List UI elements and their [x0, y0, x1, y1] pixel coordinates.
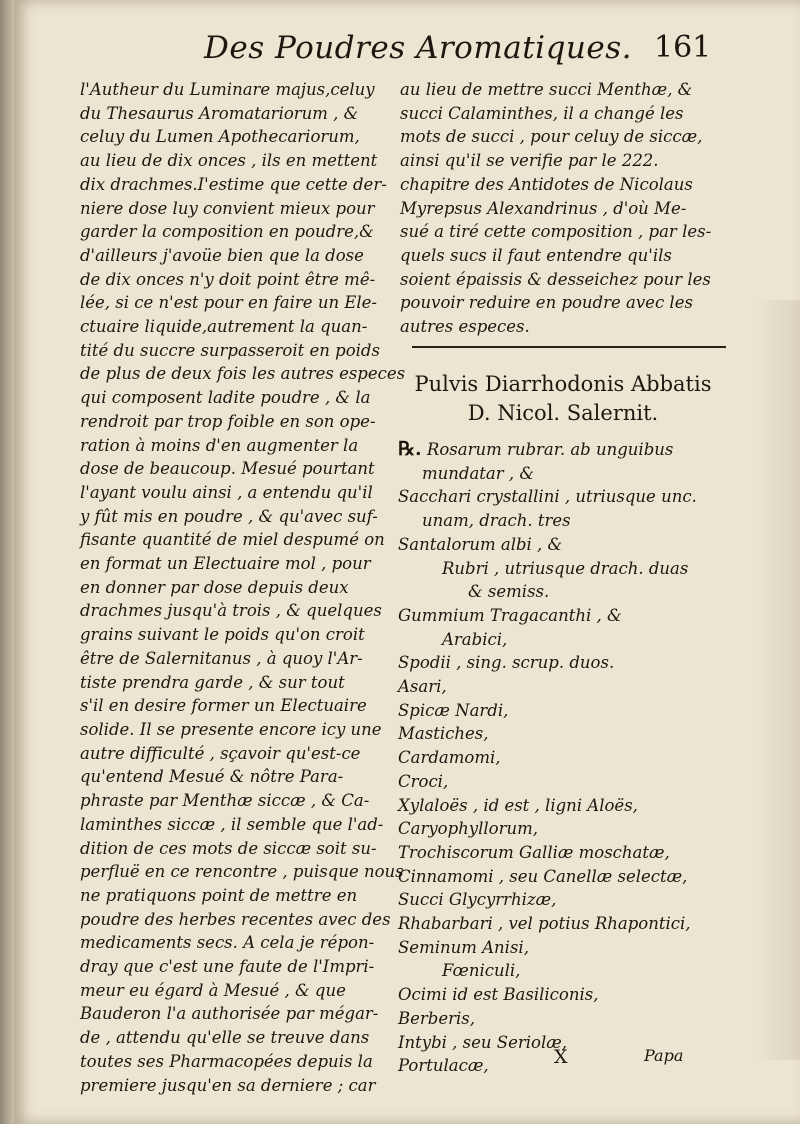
- text-line: Fœniculi,: [442, 961, 521, 981]
- text-line: qui composent ladite poudre , & la: [80, 388, 371, 408]
- text-line: être de Salernitanus , à quoy l'Ar-: [80, 648, 363, 668]
- text-line: Trochiscorum Galliæ moschatæ,: [398, 842, 670, 862]
- recipe-first-text: Rosarum rubrar. ab unguibus: [426, 440, 674, 459]
- text-line: en donner par dose depuis deux: [80, 577, 349, 597]
- text-line: drachmes jusqu'à trois , & quelques: [80, 601, 382, 621]
- show-through-shadow: [754, 300, 800, 1060]
- recipe-heading-line1: Pulvis Diarrhodonis Abbatis: [414, 372, 712, 396]
- text-line: de , attendu qu'elle se treuve dans: [80, 1028, 370, 1048]
- text-line: ration à moins d'en augmenter la: [80, 435, 359, 455]
- text-line: ctuaire liquide,autrement la quan-: [80, 317, 368, 337]
- text-line: toutes ses Pharmacopées depuis la: [80, 1051, 373, 1071]
- text-line: tité du succre surpasseroit en poids: [80, 340, 380, 360]
- text-line: succi Calaminthes, il a changé les: [400, 103, 684, 123]
- text-line: Cardamomi,: [398, 748, 501, 768]
- text-line: Cinnamomi , seu Canellæ selectæ,: [398, 866, 688, 886]
- text-line: sué a tiré cette composition , par les-: [400, 222, 712, 242]
- text-line: Arabici,: [442, 629, 508, 649]
- text-line: dix drachmes.I'estime que cette der-: [80, 174, 387, 194]
- text-line: de plus de deux fois les autres especes: [80, 364, 406, 384]
- section-rule: [412, 346, 726, 348]
- left-column: [80, 78, 420, 1097]
- text-line: Santalorum albi , &: [398, 534, 563, 554]
- text-line: lée, si ce n'est pour en faire un Ele-: [80, 293, 377, 313]
- text-line: phraste par Menthæ siccæ , & Ca-: [80, 791, 370, 811]
- text-line: Succi Glycyrrhizæ,: [398, 890, 557, 910]
- text-line: y fût mis en poudre , & qu'avec suf-: [80, 506, 378, 526]
- text-line: Caryophyllorum,: [398, 819, 539, 839]
- text-line: Myrepsus Alexandrinus , d'où Me-: [400, 198, 687, 218]
- text-line: autre difficulté , sçavoir qu'est-ce: [80, 743, 361, 763]
- text-line: premiere jusqu'en sa derniere ; car: [80, 1075, 376, 1095]
- running-title: Des Poudres Aromatiques.: [204, 30, 633, 66]
- recipe-heading: [398, 370, 728, 428]
- text-line: ne pratiquons point de mettre en: [80, 885, 358, 905]
- text-line: Gummium Tragacanthi , &: [398, 605, 622, 625]
- catchword: Papa: [644, 1046, 684, 1065]
- text-line: unam, drach. tres: [422, 511, 571, 531]
- text-line: Berberis,: [398, 1008, 475, 1028]
- text-line: s'il en desire former un Electuaire: [80, 696, 367, 716]
- text-line: au lieu de dix onces , ils en mettent: [80, 151, 378, 171]
- signature-mark: X: [554, 1046, 568, 1068]
- text-line: de dix onces n'y doit point être mê-: [80, 269, 376, 289]
- text-line: dray que c'est une faute de l'Impri-: [80, 957, 375, 977]
- text-line: l'Autheur du Luminare majus,celuy: [80, 80, 375, 99]
- text-line: Spicæ Nardi,: [398, 700, 509, 720]
- text-line: du Thesaurus Aromatariorum , &: [80, 103, 359, 123]
- text-line: Rubri , utriusque drach. duas: [442, 558, 689, 578]
- text-line: Sacchari crystallini , utriusque unc.: [398, 487, 697, 507]
- text-line: l'ayant voulu ainsi , a entendu qu'il: [80, 482, 373, 502]
- text-line: celuy du Lumen Apothecariorum,: [80, 127, 360, 147]
- text-line: quels sucs il faut entendre qu'ils: [400, 245, 672, 265]
- text-line: Seminum Anisi,: [398, 937, 529, 957]
- text-line: medicaments secs. A cela je répon-: [80, 933, 375, 953]
- text-line: solide. Il se presente encore icy une: [80, 719, 382, 739]
- text-line: Spodii , sing. scrup. duos.: [398, 653, 615, 673]
- text-line: laminthes siccæ , il semble que l'ad-: [80, 814, 384, 834]
- text-line: au lieu de mettre succi Menthæ, &: [400, 80, 693, 99]
- text-line: Xylaloës , id est , ligni Aloës,: [398, 795, 638, 815]
- text-line: d'ailleurs j'avoüe bien que la dose: [80, 245, 364, 265]
- recipe-ingredients: [398, 438, 728, 1078]
- text-line: garder la composition en poudre,&: [80, 222, 374, 242]
- text-line: Portulacæ,: [398, 1056, 489, 1076]
- text-line: dition de ces mots de siccæ soit su-: [80, 838, 377, 858]
- text-line: rendroit par trop foible en son ope-: [80, 411, 376, 431]
- text-line: meur eu égard à Mesué , & que: [80, 980, 346, 1000]
- text-line: grains suivant le poids qu'on croit: [80, 625, 365, 645]
- right-column: [400, 78, 730, 339]
- text-line: perfluë en ce rencontre , puisque nous: [80, 862, 404, 882]
- text-line: Bauderon l'a authorisée par mégar-: [80, 1004, 379, 1024]
- text-line: Croci,: [398, 771, 449, 791]
- text-line: soient épaissis & desseichez pour les: [400, 269, 711, 289]
- text-line: niere dose luy convient mieux pour: [80, 198, 375, 218]
- text-line: chapitre des Antidotes de Nicolaus: [400, 174, 693, 194]
- text-line: Intybi , seu Seriolæ,: [398, 1032, 567, 1052]
- page-number: 161: [654, 30, 712, 65]
- page-footer: [14, 1046, 800, 1070]
- text-line: en format un Electuaire mol , pour: [80, 554, 371, 574]
- recipe-first-line: [398, 438, 728, 462]
- text-line: autres especes.: [400, 317, 530, 337]
- text-line: Mastiches,: [398, 724, 489, 744]
- text-line: & semiss.: [468, 582, 550, 602]
- text-line: pouvoir reduire en poudre avec les: [400, 293, 693, 313]
- text-line: mundatar , &: [422, 463, 535, 483]
- book-page: [14, 0, 800, 1124]
- text-line: Ocimi id est Basiliconis,: [398, 985, 599, 1005]
- text-line: poudre des herbes recentes avec des: [80, 909, 391, 929]
- book-gutter: [0, 0, 14, 1124]
- page-header: [14, 30, 800, 70]
- text-line: ainsi qu'il se verifie par le 222.: [400, 151, 659, 171]
- text-line: Rhabarbari , vel potius Rhapontici,: [398, 914, 691, 934]
- recipe-symbol: ℞.: [398, 438, 422, 460]
- text-line: tiste prendra garde , & sur tout: [80, 672, 345, 692]
- text-line: Asari,: [398, 677, 447, 697]
- text-line: dose de beaucoup. Mesué pourtant: [80, 459, 375, 479]
- text-line: qu'entend Mesué & nôtre Para-: [80, 767, 344, 787]
- text-line: fisante quantité de miel despumé on: [80, 530, 385, 550]
- text-line: mots de succi , pour celuy de siccæ,: [400, 127, 703, 147]
- recipe-heading-line2: D. Nicol. Salernit.: [467, 401, 659, 425]
